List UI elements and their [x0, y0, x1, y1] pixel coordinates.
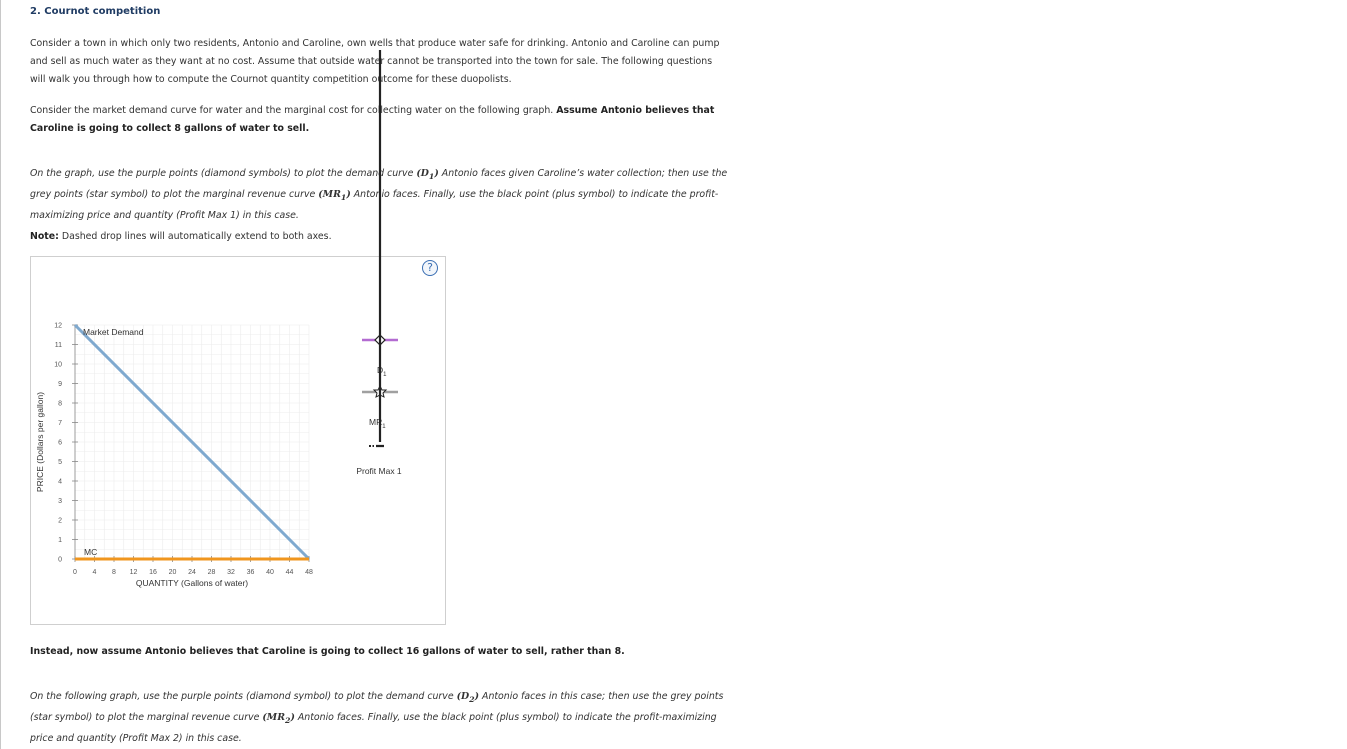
- y-tick-label: 11: [54, 342, 62, 349]
- x-axis-label: QUANTITY (Gallons of water): [135, 578, 249, 588]
- y-tick-label: 5: [58, 459, 62, 466]
- y-tick-label: 1: [58, 537, 62, 544]
- plus-icon: [376, 50, 384, 446]
- y-tick-label: 6: [58, 439, 62, 447]
- y-tick-label: 0: [58, 556, 62, 564]
- instr1-part-a: On the graph, use the purple points (diamond symbols) to plot the demand curve: [30, 168, 417, 179]
- y-tick-label: 3: [58, 498, 62, 505]
- x-tick-label: 44: [285, 569, 294, 576]
- instr2-part-c: Antonio faces. Finally, use the black point (plus symbol) to indicate the profit-maximizing price and quantity (Profit Max 2) in this case.: [30, 711, 717, 744]
- axes: [54, 323, 313, 577]
- y-tick-label: 10: [54, 361, 62, 369]
- instr1-part-b: Antonio faces given Caroline’s water collection; then use the grey points (star symbol) to plot the marginal revenue curve: [30, 168, 728, 200]
- x-tick-label: 32: [227, 569, 235, 576]
- instr1-part-c: Antonio faces. Finally, use the black point (plus symbol) to indicate the profit-maximizing price and quantity (Profit Max 1) in this case.: [30, 188, 719, 221]
- y-tick-label: 4: [58, 478, 62, 486]
- x-tick-label: 4: [92, 569, 97, 576]
- second-scenario: Instead, now assume Antonio believes that Caroline is going to collect 16 gallons of water to sell, rather than 8.: [30, 646, 625, 657]
- x-tick-label: 0: [73, 569, 77, 576]
- d1-tool-label: $D_1$: [377, 365, 387, 378]
- drawing-tools[interactable]: [356, 50, 402, 476]
- x-tick-label: 16: [149, 569, 157, 576]
- y-tick-label: 7: [58, 420, 62, 427]
- help-icon[interactable]: ?: [422, 260, 438, 276]
- y-tick-label: 2: [58, 517, 62, 525]
- mr2-symbol: $(MR_2)$: [262, 711, 295, 725]
- note-text: Dashed drop lines will automatically extend to both axes.: [58, 231, 332, 242]
- x-tick-label: 8: [112, 569, 116, 576]
- mc-label: MC: [84, 547, 98, 557]
- x-tick-label: 48: [305, 569, 313, 576]
- instr2-part-b: Antonio faces in this case; then use the grey points (star symbol) to plot the marginal revenue curve: [30, 691, 724, 723]
- x-tick-label: 24: [188, 569, 196, 576]
- y-tick-label: 12: [54, 322, 62, 330]
- setup-assumption: Assume Antonio believes that Caroline is going to collect 8 gallons of water to sell.: [30, 105, 715, 134]
- mr1-tool-label: $MR_1$: [369, 417, 386, 430]
- setup-text: Consider the market demand curve for water and the marginal cost for collecting water on the following graph.: [30, 105, 557, 116]
- profit-max-1-tool[interactable]: [356, 50, 402, 476]
- question-heading: 2. Cournot competition: [30, 6, 161, 17]
- market-demand-label: Market Demand: [83, 327, 144, 337]
- mr1-symbol: $(MR_1)$: [318, 188, 351, 202]
- x-tick-label: 28: [207, 569, 216, 576]
- x-tick-label: 36: [246, 569, 255, 576]
- y-tick-label: 9: [58, 381, 62, 388]
- graph-instructions-2: [30, 688, 730, 748]
- x-tick-label: 12: [129, 569, 138, 576]
- d1-symbol: $(D_1)$: [416, 168, 439, 181]
- d2-symbol: $(D_2)$: [456, 691, 480, 704]
- x-tick-label: 20: [168, 569, 177, 576]
- intro-paragraph: Consider a town in which only two residents, Antonio and Caroline, own wells that produce water safe for drinking. Antonio and Caroline can pump and sell as much water as they want at no cost. Assume that outside water cannot be transported into the town for sale. The following questions will walk you through how to compute the Cournot quantity competition outcome for these duopolists.: [30, 38, 720, 85]
- y-tick-label: 8: [58, 400, 62, 408]
- y-axis-label: PRICE (Dollars per gallon): [35, 391, 45, 493]
- instr2-part-a: On the following graph, use the purple points (diamond symbol) to plot the demand curve: [30, 691, 457, 702]
- x-tick-label: 40: [266, 569, 274, 576]
- note-label: Note:: [30, 231, 59, 242]
- profit-max-1-label: Profit Max 1: [356, 466, 402, 476]
